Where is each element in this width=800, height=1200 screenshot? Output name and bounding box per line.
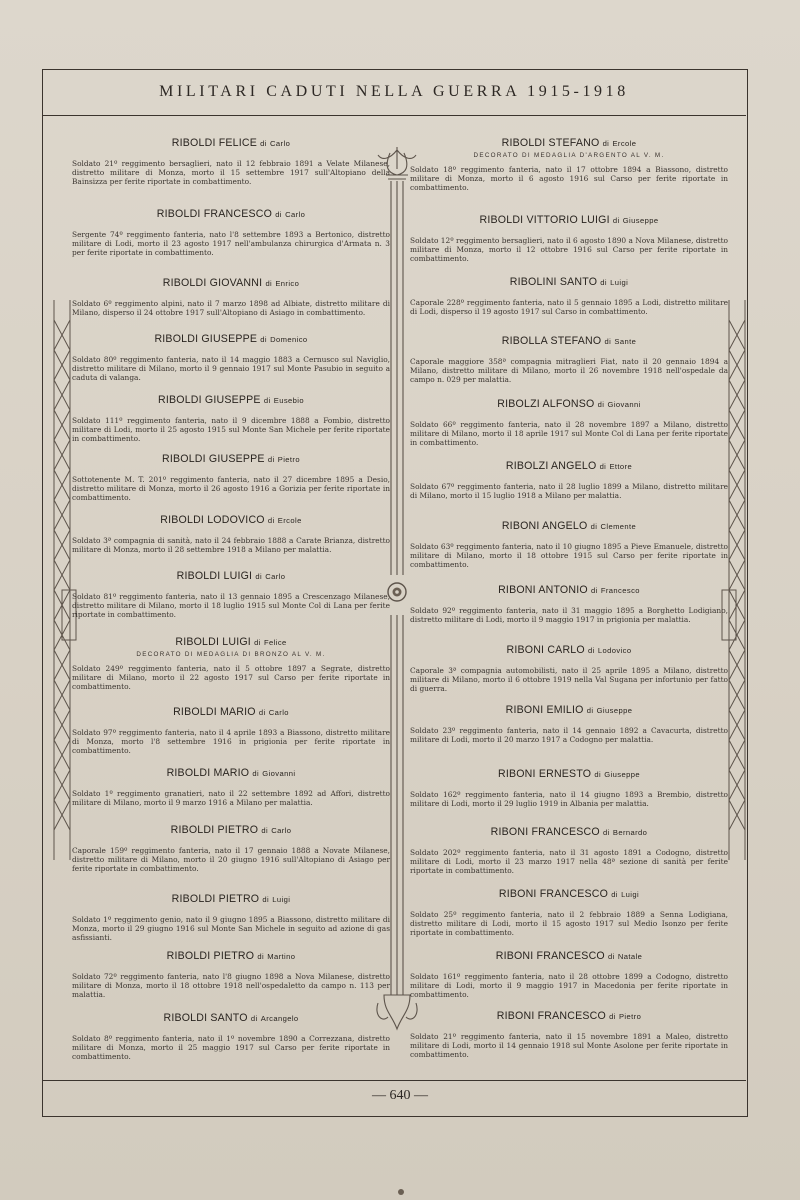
entry-name: RIBONI ERNESTO di Giuseppe bbox=[497, 768, 640, 780]
entry bbox=[410, 335, 728, 385]
entry bbox=[410, 214, 728, 264]
entry bbox=[410, 584, 728, 624]
entry-text: Soldato 12º reggimento bersaglieri, nato il 6 agosto 1890 a Nova Milanese, distretto militare di Monza, morto il 12 ottobre 1916 sul Carso per ferite riportate in combattimento. bbox=[410, 236, 728, 264]
entry-name: RIBOLDI MARIO di Carlo bbox=[173, 706, 289, 718]
entry-text: Soldato 97º reggimento fanteria, nato il 4 aprile 1893 a Biassono, distretto militare di Monza, morto l'8 settembre 1916 in prigionia per ferite riportate in combattimento. bbox=[72, 728, 390, 756]
entry bbox=[410, 1010, 728, 1060]
entry-name: RIBOLDI MARIO di Giovanni bbox=[166, 767, 296, 779]
page-number: — 640 — bbox=[372, 1088, 428, 1103]
entry-name: RIBOLDI VITTORIO LUIGI di Giuseppe bbox=[479, 214, 659, 226]
entry-name: RIBOLDI GIUSEPPE di Eusebio bbox=[158, 394, 304, 406]
entry bbox=[72, 824, 390, 874]
entry bbox=[72, 706, 390, 756]
entry-text: Soldato 66º reggimento fanteria, nato il 28 novembre 1897 a Milano, distretto militare di Milano, morto il 18 aprile 1917 sul Monte Col di Lana per ferite riportate in combattimento. bbox=[410, 420, 728, 448]
entry-text: Soldato 21º reggimento bersaglieri, nato il 12 febbraio 1891 a Velate Milanese, distretto militare di Monza, morto il 15 settembre 1917 sull'Altopiano della Bainsizza per ferite riportate in combattimento. bbox=[72, 159, 390, 187]
entry-text: Soldato 202º reggimento fanteria, nato il 31 agosto 1891 a Codogno, distretto militare di Lodi, morto il 23 marzo 1917 nella 48ª sezione di sanità per ferite riportate in combattimento. bbox=[410, 848, 728, 876]
page-title: MILITARI CADUTI NELLA GUERRA 1915-1918 bbox=[159, 83, 629, 100]
binding-hole bbox=[398, 1189, 404, 1195]
entry-text: Soldato 23º reggimento fanteria, nato il 14 gennaio 1892 a Cavacurta, distretto militare di Lodi, morto il 20 marzo 1917 a Codogno per malattia. bbox=[410, 726, 728, 745]
entry bbox=[72, 636, 390, 692]
footer-rule bbox=[42, 1080, 746, 1081]
entry bbox=[410, 137, 728, 193]
entry-text: Soldato 1º reggimento genio, nato il 9 giugno 1895 a Biassono, distretto militare di Monza, morto il 29 giugno 1916 sul Monte San Michele in seguito ad azione di gas asfissianti. bbox=[72, 915, 390, 943]
entry bbox=[410, 826, 728, 876]
entry-text: Soldato 161º reggimento fanteria, nato il 28 ottobre 1899 a Codogno, distretto militare di Lodi, morto il 9 maggio 1917 in Macedonia per ferite riportate in combattimento. bbox=[410, 972, 728, 1000]
entry bbox=[410, 888, 728, 938]
entry-text: Soldato 81º reggimento fanteria, nato il 13 gennaio 1895 a Crescenzago Milanese, distretto militare di Milano, morto il 18 luglio 1915 sul Monte Col di Lana per ferite riportate in combattimento. bbox=[72, 592, 390, 620]
entry bbox=[410, 276, 728, 316]
entry-name: RIBOLDI SANTO di Arcangelo bbox=[163, 1012, 299, 1024]
entry-text: Soldato 6º reggimento alpini, nato il 7 marzo 1898 ad Albiate, distretto militare di Milano, disperso il 24 ottobre 1917 sull'Altopiano di Asiago in combattimento. bbox=[72, 299, 390, 318]
entry-text: Soldato 18º reggimento fanteria, nato il 17 ottobre 1894 a Biassono, distretto militare di Monza, morto il 6 agosto 1916 sul Carso per ferite riportate in combattimento. bbox=[410, 165, 728, 193]
entry-name: RIBOLDI GIUSEPPE di Domenico bbox=[154, 333, 308, 345]
entry-text: Sergente 74º reggimento fanteria, nato l'8 settembre 1893 a Bertonico, distretto militare di Lodi, morto il 23 agosto 1917 nell'ambulanza chirurgica d'Armata n. 3 per ferite riportate in combattimento. bbox=[72, 230, 390, 258]
entry-text: Caporale 159º reggimento fanteria, nato il 17 gennaio 1888 a Novate Milanese, distretto militare di Milano, morto il 20 giugno 1916 sull'Altopiano di Asiago per ferite riportate in combattimento. bbox=[72, 846, 390, 874]
entry-name: RIBONI EMILIO di Giuseppe bbox=[505, 704, 633, 716]
entry-text: Caporale maggiore 358ª compagnia mitraglieri Fiat, nato il 20 gennaio 1894 a Milano, distretto militare di Milano, morto il 26 novembre 1918 nell'ospedale da campo n. 029 per malattia. bbox=[410, 357, 728, 385]
entry-text: Caporale 3ª compagnia automobilisti, nato il 25 aprile 1895 a Milano, distretto militare di Milano, morto il 6 ottobre 1919 nella Val Sugana per infortunio per fatto di guerra. bbox=[410, 666, 728, 694]
entry-name: RIBOLZI ALFONSO di Giovanni bbox=[497, 398, 641, 410]
entry-text: Soldato 92º reggimento fanteria, nato il 31 maggio 1895 a Borghetto Lodigiano, distretto militare di Lodi, morto il 9 maggio 1917 in prigionia per malattia. bbox=[410, 606, 728, 625]
entry-text: Soldato 249º reggimento fanteria, nato il 5 ottobre 1897 a Segrate, distretto militare di Milano, morto il 22 agosto 1917 sul Carso per ferite riportate in combattimento. bbox=[72, 664, 390, 692]
entry bbox=[410, 704, 728, 744]
entry-name: RIBOLDI LUIGI di Felice bbox=[175, 636, 287, 648]
entry bbox=[72, 394, 390, 444]
entry-name: RIBOLDI FELICE di Carlo bbox=[171, 137, 291, 149]
entry-name: RIBONI ANTONIO di Francesco bbox=[498, 584, 640, 596]
entry-name: RIBONI FRANCESCO di Pietro bbox=[496, 1010, 642, 1022]
entry-decoration: DECORATO DI MEDAGLIA D'ARGENTO AL V. M. bbox=[473, 152, 665, 159]
entry-name: RIBONI FRANCESCO di Natale bbox=[495, 950, 643, 962]
entry bbox=[72, 950, 390, 1000]
entry-text: Soldato 1º reggimento granatieri, nato il 22 settembre 1892 ad Affori, distretto militare di Milano, morto il 9 marzo 1916 a Milano per malattia. bbox=[72, 789, 390, 808]
entry-text: Soldato 21º reggimento fanteria, nato il 15 novembre 1891 a Maleo, distretto militare di Lodi, morto il 14 gennaio 1918 sul Monte Asolone per ferite riportate in combattimento. bbox=[410, 1032, 728, 1060]
entry bbox=[72, 137, 390, 187]
entry-name: RIBONI FRANCESCO di Bernardo bbox=[490, 826, 648, 838]
entry-name: RIBOLDI PIETRO di Martino bbox=[166, 950, 296, 962]
entry-text: Soldato 80º reggimento fanteria, nato il 14 maggio 1883 a Cernusco sul Naviglio, distretto militare di Milano, morto il 9 gennaio 1917 sul Monte Pasubio in seguito a caduta di valanga. bbox=[72, 355, 390, 383]
entry-name: RIBONI ANGELO di Clemente bbox=[501, 520, 637, 532]
entry-text: Soldato 67º reggimento fanteria, nato il 28 luglio 1899 a Milano, distretto militare di Milano, morto il 15 luglio 1918 a Milano per malattia. bbox=[410, 482, 728, 501]
entry bbox=[410, 460, 728, 500]
entry-name: RIBOLDI FRANCESCO di Carlo bbox=[156, 208, 306, 220]
entry-decoration: DECORATO DI MEDAGLIA DI BRONZO AL V. M. bbox=[136, 651, 326, 658]
entry bbox=[72, 570, 390, 620]
entry bbox=[72, 767, 390, 807]
entry-name: RIBONI CARLO di Lodovico bbox=[506, 644, 632, 656]
entry-name: RIBOLDI LUIGI di Carlo bbox=[176, 570, 286, 582]
entry bbox=[72, 893, 390, 943]
entry-text: Soldato 111º reggimento fanteria, nato il 9 dicembre 1888 a Fombio, distretto militare di Lodi, morto il 25 agosto 1915 sul Monte San Michele per ferite riportate in combattimento. bbox=[72, 416, 390, 444]
entry-text: Caporale 228º reggimento fanteria, nato il 5 gennaio 1895 a Lodi, distretto militare di Lodi, disperso il 19 agosto 1917 sul Carso in combattimento. bbox=[410, 298, 728, 317]
entry-text: Soldato 72º reggimento fanteria, nato l'8 giugno 1898 a Nova Milanese, distretto militare di Monza, morto il 18 ottobre 1918 nell'ospedaletto da campo n. 113 per malattia. bbox=[72, 972, 390, 1000]
entry bbox=[410, 398, 728, 448]
entry-text: Soldato 25º reggimento fanteria, nato il 2 febbraio 1889 a Senna Lodigiana, distretto militare di Lodi, morto il 15 agosto 1917 sul Medio Isonzo per ferite riportate in combattimento. bbox=[410, 910, 728, 938]
entry-text: Soldato 162º reggimento fanteria, nato il 14 giugno 1893 a Brembio, distretto militare di Lodi, morto il 29 luglio 1919 in Albania per malattia. bbox=[410, 790, 728, 809]
entry bbox=[410, 520, 728, 570]
entry-name: RIBOLDI PIETRO di Luigi bbox=[171, 893, 291, 905]
entry-name: RIBOLDI GIUSEPPE di Pietro bbox=[162, 453, 300, 465]
entry bbox=[72, 514, 390, 554]
title-bar bbox=[42, 69, 746, 116]
entry bbox=[410, 644, 728, 694]
entry-text: Sottotenente M. T. 201º reggimento fanteria, nato il 27 dicembre 1895 a Desio, distretto militare di Monza, morto il 26 agosto 1916 a Gorizia per ferite riportate in combattimento. bbox=[72, 475, 390, 503]
entry-name: RIBOLINI SANTO di Luigi bbox=[509, 276, 629, 288]
entry-name: RIBOLDI GIOVANNI di Enrico bbox=[162, 277, 300, 289]
entry bbox=[410, 950, 728, 1000]
entry bbox=[72, 277, 390, 317]
entry bbox=[72, 333, 390, 383]
entry bbox=[72, 1012, 390, 1062]
entry-name: RIBONI FRANCESCO di Luigi bbox=[498, 888, 640, 900]
entry bbox=[72, 453, 390, 503]
entry-name: RIBOLDI STEFANO di Ercole bbox=[501, 137, 637, 149]
entry-text: Soldato 8º reggimento fanteria, nato il 1º novembre 1890 a Correzzana, distretto militare di Monza, morto il 25 maggio 1917 sul Carso per ferite riportate in combattimento. bbox=[72, 1034, 390, 1062]
entry-text: Soldato 3ª compagnia di sanità, nato il 24 febbraio 1888 a Carate Brianza, distretto militare di Monza, morto il 28 settembre 1918 a Milano per malattia. bbox=[72, 536, 390, 555]
entry-text: Soldato 63º reggimento fanteria, nato il 10 giugno 1895 a Pieve Emanuele, distretto militare di Milano, morto il 18 ottobre 1915 sul Carso per ferite riportate in combattimento. bbox=[410, 542, 728, 570]
entry-name: RIBOLDI LODOVICO di Ercole bbox=[160, 514, 302, 526]
entry-name: RIBOLLA STEFANO di Sante bbox=[501, 335, 637, 347]
entry bbox=[410, 768, 728, 808]
entry bbox=[72, 208, 390, 258]
entry-name: RIBOLDI PIETRO di Carlo bbox=[170, 824, 292, 836]
entry-name: RIBOLZI ANGELO di Ettore bbox=[505, 460, 633, 472]
